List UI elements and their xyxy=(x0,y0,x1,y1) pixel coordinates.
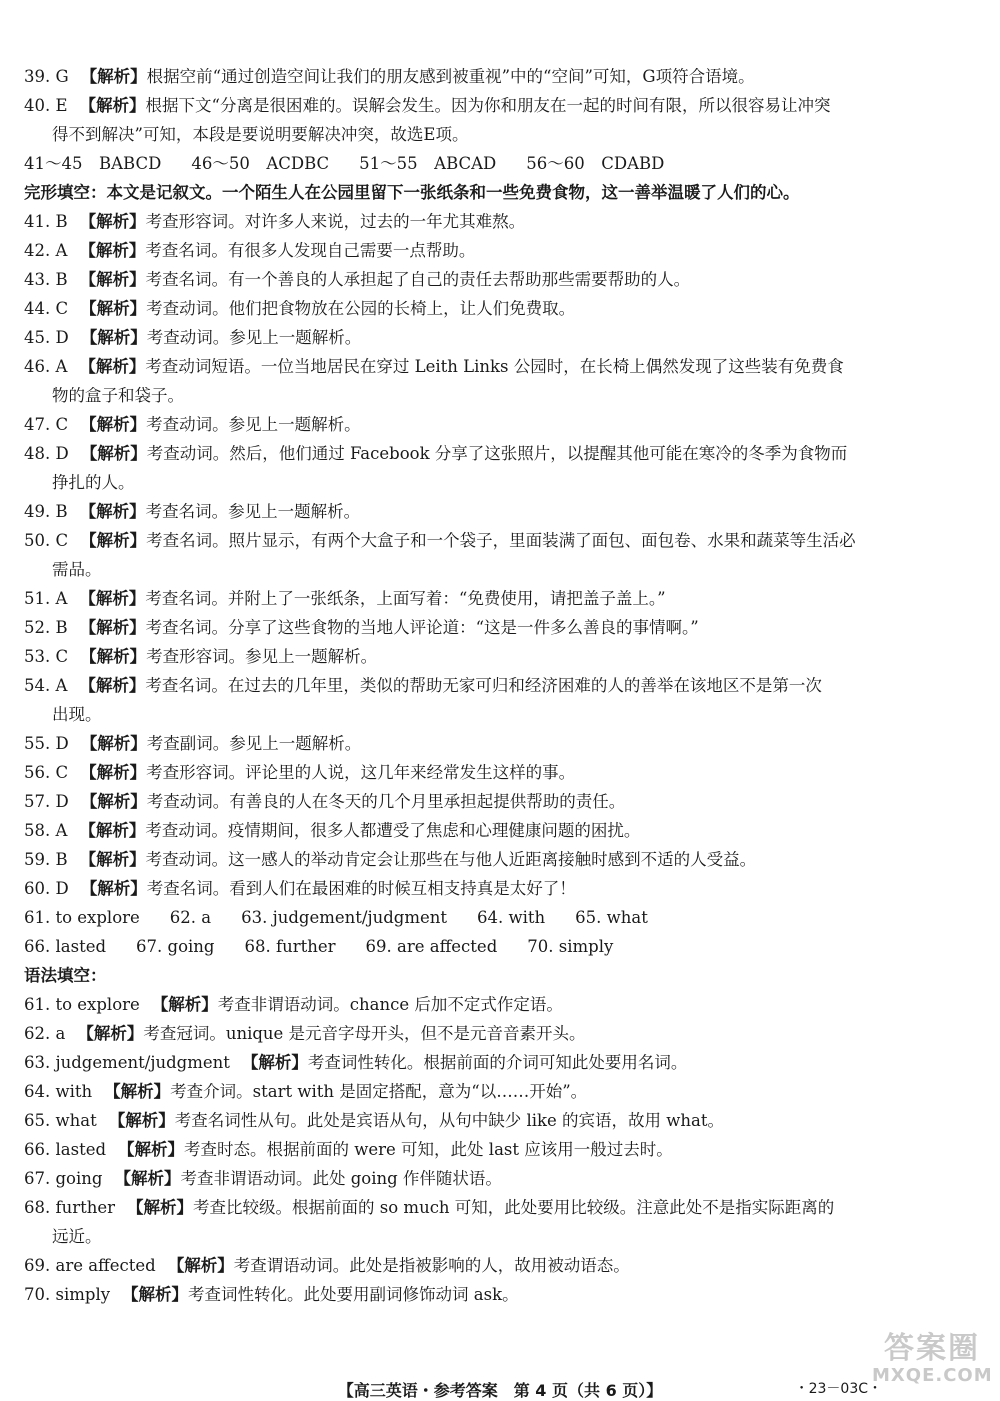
analysis-tag: 【解析】 xyxy=(80,734,147,753)
analysis-text: 考查非谓语动词。此处 going 作伴随状语。 xyxy=(180,1169,502,1188)
analysis-text: 考查名词。看到人们在最困难的时候互相支持真是太好了！ xyxy=(146,879,576,898)
analysis-text: 考查形容词。参见上一题解析。 xyxy=(146,647,378,666)
answer-item xyxy=(24,1048,974,1077)
section-heading: 语法填空： xyxy=(24,966,107,985)
answer-number: 49. B xyxy=(24,502,68,521)
answer-item xyxy=(24,990,974,1019)
analysis-text: 根据空前“通过创造空间让我们的朋友感到被重视”中的“空间”可知，G项符合语境。 xyxy=(146,67,755,86)
analysis-text: 考查比较级。根据前面的 so much 可知，此处要用比较级。注意此处不是指实际距离的 xyxy=(193,1198,835,1217)
analysis-tag: 【解析】 xyxy=(79,96,146,115)
quick-answer-row xyxy=(24,149,974,178)
analysis-tag: 【解析】 xyxy=(79,676,146,695)
answer-item xyxy=(24,845,974,874)
answer-number: 58. A xyxy=(24,821,68,840)
answer-number: 61. to explore xyxy=(24,995,140,1014)
answer-number: 64. with xyxy=(24,1082,93,1101)
watermark-line1: 答案圈 xyxy=(884,1331,980,1366)
analysis-tag: 【解析】 xyxy=(79,357,146,376)
analysis-tag: 【解析】 xyxy=(104,1082,171,1101)
analysis-tag: 【解析】 xyxy=(80,415,147,434)
analysis-tag: 【解析】 xyxy=(80,328,147,347)
answer-item xyxy=(24,613,974,642)
analysis-tag: 【解析】 xyxy=(80,531,147,550)
answer-number: 56. C xyxy=(24,763,69,782)
answer-item xyxy=(24,62,974,91)
answer-item xyxy=(24,294,974,323)
analysis-text: 考查名词。参见上一题解析。 xyxy=(145,502,361,521)
answer-number: 68. further xyxy=(24,1198,116,1217)
analysis-tag: 【解析】 xyxy=(80,792,147,811)
answer-item xyxy=(24,584,974,613)
analysis-tag: 【解析】 xyxy=(241,1053,308,1072)
analysis-text: 考查形容词。对许多人来说，过去的一年尤其难熬。 xyxy=(145,212,526,231)
answer-number: 60. D xyxy=(24,879,69,898)
analysis-tag: 【解析】 xyxy=(79,212,146,231)
analysis-text: 考查动词。有善良的人在冬天的几个月里承担起提供帮助的责任。 xyxy=(146,792,626,811)
analysis-tag: 【解析】 xyxy=(79,850,146,869)
answer-number: 40. E xyxy=(24,96,68,115)
page-footer xyxy=(0,1378,1000,1400)
answer-number: 44. C xyxy=(24,299,69,318)
analysis-text: 考查名词性从句。此处是宾语从句，从句中缺少 like 的宾语，故用 what。 xyxy=(174,1111,724,1130)
answer-item xyxy=(24,787,974,816)
analysis-tag: 【解析】 xyxy=(80,444,147,463)
analysis-tag: 【解析】 xyxy=(108,1111,175,1130)
answer-item xyxy=(24,91,974,120)
answer-item xyxy=(24,1193,974,1222)
analysis-continuation: 挣扎的人。 xyxy=(52,473,135,492)
answer-item xyxy=(24,497,974,526)
analysis-tag: 【解析】 xyxy=(79,821,146,840)
answer-number: 69. are affected xyxy=(24,1256,156,1275)
quick-answer: 56～60 CDABD xyxy=(526,154,665,173)
watermark-line2: MXQE.COM xyxy=(872,1365,993,1386)
answer-number: 62. a xyxy=(24,1024,66,1043)
answer-number: 39. G xyxy=(24,67,69,86)
analysis-tag: 【解析】 xyxy=(127,1198,194,1217)
analysis-tag: 【解析】 xyxy=(80,879,147,898)
analysis-tag: 【解析】 xyxy=(151,995,218,1014)
answer-number: 67. going xyxy=(24,1169,103,1188)
analysis-text: 考查非谓语动词。chance 后加不定式作定语。 xyxy=(217,995,563,1014)
analysis-text: 考查动词短语。一位当地居民在穿过 Leith Links 公园时，在长椅上偶然发现了这些装有免费食 xyxy=(145,357,844,376)
footer-code: ・23－03C・ xyxy=(794,1381,882,1397)
analysis-tag: 【解析】 xyxy=(79,241,146,260)
answer-item xyxy=(24,1106,974,1135)
answer-number: 46. A xyxy=(24,357,68,376)
quick-answer: 46～50 ACDBC xyxy=(191,154,330,173)
answer-item xyxy=(24,642,974,671)
analysis-tag: 【解析】 xyxy=(79,618,146,637)
quick-answer: 68. further xyxy=(244,937,336,956)
analysis-continuation: 出现。 xyxy=(52,705,102,724)
answer-item xyxy=(24,323,974,352)
quick-answer-row xyxy=(24,932,974,961)
answer-item xyxy=(24,1280,974,1309)
section-heading: 完形填空：本文是记叙文。一个陌生人在公园里留下一张纸条和一些免费食物，这一善举温暖了人们的心。 xyxy=(24,183,800,202)
answer-item xyxy=(24,410,974,439)
analysis-text: 考查谓语动词。此处是指被影响的人，故用被动语态。 xyxy=(233,1256,630,1275)
watermark-logo xyxy=(872,1332,992,1392)
analysis-continuation: 远近。 xyxy=(52,1227,102,1246)
answer-page xyxy=(24,62,974,1309)
answer-item xyxy=(24,526,974,555)
answer-item xyxy=(24,265,974,294)
quick-answer: 69. are affected xyxy=(365,937,498,956)
analysis-text: 考查动词。这一感人的举动肯定会让那些在与他人近距离接触时感到不适的人受益。 xyxy=(145,850,757,869)
quick-answer: 63. judgement/judgment xyxy=(241,908,448,927)
answer-number: 70. simply xyxy=(24,1285,111,1304)
footer-page-label: 【高三英语・参考答案 第 4 页（共 6 页）】 xyxy=(337,1381,663,1400)
quick-answer: 64. with xyxy=(477,908,546,927)
answer-number: 45. D xyxy=(24,328,69,347)
analysis-text: 考查动词。参见上一题解析。 xyxy=(146,415,361,434)
analysis-text: 考查词性转化。此处要用副词修饰动词 ask。 xyxy=(188,1285,519,1304)
answer-number: 48. D xyxy=(24,444,69,463)
analysis-text: 根据下文“分离是很困难的。误解会发生。因为你和朋友在一起的时间有限，所以很容易让冲突 xyxy=(145,96,831,115)
answer-number: 53. C xyxy=(24,647,69,666)
answer-item xyxy=(24,236,974,265)
analysis-text: 考查介词。start with 是固定搭配，意为“以……开始”。 xyxy=(170,1082,588,1101)
analysis-tag: 【解析】 xyxy=(80,299,147,318)
answer-number: 66. lasted xyxy=(24,1140,107,1159)
analysis-tag: 【解析】 xyxy=(79,502,146,521)
answer-number: 54. A xyxy=(24,676,68,695)
analysis-text: 考查名词。在过去的几年里，类似的帮助无家可归和经济困难的人的善举在该地区不是第一次 xyxy=(145,676,822,695)
answer-item xyxy=(24,352,974,381)
answer-number: 47. C xyxy=(24,415,69,434)
answer-number: 50. C xyxy=(24,531,69,550)
answer-number: 59. B xyxy=(24,850,68,869)
quick-answer: 67. going xyxy=(136,937,215,956)
quick-answer: 61. to explore xyxy=(24,908,140,927)
answer-item xyxy=(24,1164,974,1193)
analysis-continuation: 得不到解决”可知，本段是要说明要解决冲突，故选E项。 xyxy=(52,125,469,144)
quick-answer-row xyxy=(24,903,974,932)
answer-item xyxy=(24,874,974,903)
analysis-continuation: 物的盒子和袋子。 xyxy=(52,386,184,405)
analysis-tag: 【解析】 xyxy=(79,589,146,608)
answer-number: 52. B xyxy=(24,618,68,637)
analysis-tag: 【解析】 xyxy=(122,1285,189,1304)
analysis-tag: 【解析】 xyxy=(79,270,146,289)
analysis-tag: 【解析】 xyxy=(80,647,147,666)
analysis-tag: 【解析】 xyxy=(80,67,147,86)
analysis-text: 考查动词。他们把食物放在公园的长椅上，让人们免费取。 xyxy=(146,299,576,318)
analysis-text: 考查动词。参见上一题解析。 xyxy=(146,328,362,347)
analysis-text: 考查名词。并附上了一张纸条，上面写着：“免费使用，请把盖子盖上。” xyxy=(145,589,666,608)
answer-number: 65. what xyxy=(24,1111,97,1130)
analysis-text: 考查名词。照片显示，有两个大盒子和一个袋子，里面装满了面包、面包卷、水果和蔬菜等生活必 xyxy=(146,531,856,550)
answer-item xyxy=(24,758,974,787)
answer-number: 51. A xyxy=(24,589,68,608)
answer-number: 43. B xyxy=(24,270,68,289)
quick-answer: 65. what xyxy=(575,908,648,927)
analysis-text: 考查词性转化。根据前面的介词可知此处要用名词。 xyxy=(307,1053,688,1072)
analysis-tag: 【解析】 xyxy=(77,1024,144,1043)
analysis-text: 考查名词。有很多人发现自己需要一点帮助。 xyxy=(145,241,476,260)
answer-number: 41. B xyxy=(24,212,68,231)
analysis-continuation: 需品。 xyxy=(52,560,102,579)
answer-item xyxy=(24,439,974,468)
analysis-tag: 【解析】 xyxy=(114,1169,181,1188)
analysis-text: 考查动词。然后，他们通过 Facebook 分享了这张照片，以提醒其他可能在寒冷的冬季为食物而 xyxy=(146,444,848,463)
quick-answer: 51～55 ABCAD xyxy=(359,154,497,173)
analysis-text: 考查形容词。评论里的人说，这几年来经常发生这样的事。 xyxy=(146,763,576,782)
answer-item xyxy=(24,1019,974,1048)
analysis-tag: 【解析】 xyxy=(80,763,147,782)
answer-item xyxy=(24,671,974,700)
answer-item xyxy=(24,816,974,845)
answer-item xyxy=(24,1077,974,1106)
answer-item xyxy=(24,207,974,236)
analysis-text: 考查副词。参见上一题解析。 xyxy=(146,734,362,753)
quick-answer: 41～45 BABCD xyxy=(24,154,162,173)
analysis-text: 考查名词。有一个善良的人承担起了自己的责任去帮助那些需要帮助的人。 xyxy=(145,270,691,289)
answer-item xyxy=(24,1135,974,1164)
answer-number: 55. D xyxy=(24,734,69,753)
analysis-text: 考查名词。分享了这些食物的当地人评论道：“这是一件多么善良的事情啊。” xyxy=(145,618,699,637)
answer-number: 42. A xyxy=(24,241,68,260)
quick-answer: 62. a xyxy=(169,908,212,927)
answer-item xyxy=(24,729,974,758)
answer-number: 63. judgement/judgment xyxy=(24,1053,230,1072)
analysis-tag: 【解析】 xyxy=(167,1256,234,1275)
analysis-text: 考查时态。根据前面的 were 可知，此处 last 应该用一般过去时。 xyxy=(184,1140,673,1159)
quick-answer: 70. simply xyxy=(527,937,614,956)
analysis-text: 考查动词。疫情期间，很多人都遭受了焦虑和心理健康问题的困扰。 xyxy=(145,821,641,840)
analysis-tag: 【解析】 xyxy=(118,1140,185,1159)
quick-answer: 66. lasted xyxy=(24,937,107,956)
answer-item xyxy=(24,1251,974,1280)
answer-number: 57. D xyxy=(24,792,69,811)
analysis-text: 考查冠词。unique 是元音字母开头，但不是元音音素开头。 xyxy=(143,1024,586,1043)
